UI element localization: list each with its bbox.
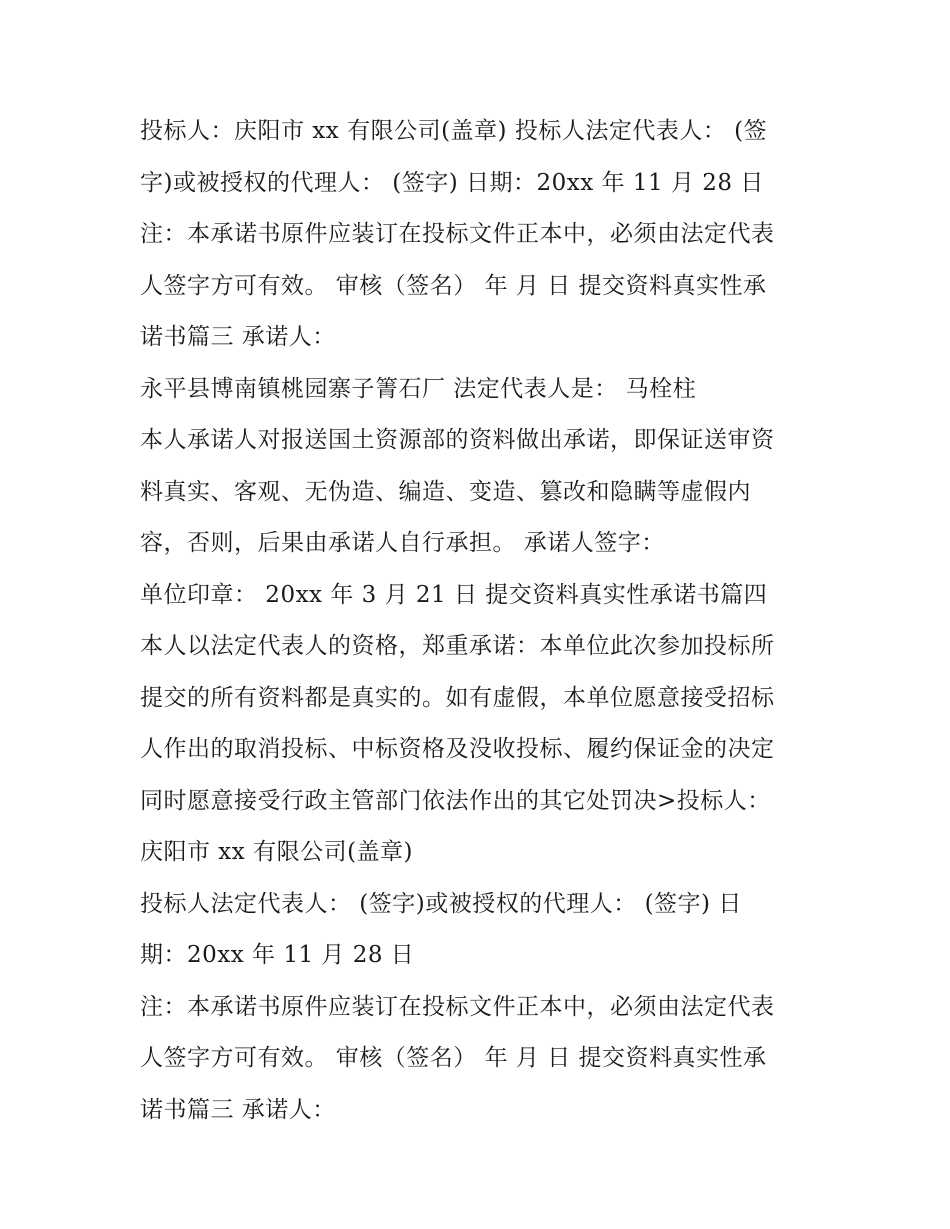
text-line: 同时愿意接受行政主管部门依法作出的其它处罚决>投标人： bbox=[140, 787, 771, 814]
document-body bbox=[140, 106, 820, 1136]
text-line: 提交的所有资料都是真实的。如有虚假，本单位愿意接受招标 bbox=[140, 684, 775, 711]
text-line: 注：本承诺书原件应装订在投标文件正本中，必须由法定代表 bbox=[140, 221, 775, 247]
text-line: 庆阳市 xx 有限公司(盖章) bbox=[140, 839, 414, 865]
text-line: 人签字方可有效。 审核（签名） 年 月 日 提交资料真实性承 bbox=[140, 1045, 767, 1071]
text-line: 投标人法定代表人： (签字)或被授权的代理人： (签字) 日 bbox=[140, 890, 742, 917]
text-line: 人签字方可有效。 审核（签名） 年 月 日 提交资料真实性承 bbox=[140, 272, 767, 299]
text-line: 人作出的取消投标、中标资格及没收投标、履约保证金的决定 bbox=[140, 736, 775, 762]
text-line: 字)或被授权的代理人： (签字) 日期：20xx 年 11 月 28 日 bbox=[140, 169, 764, 196]
text-line: 本人承诺人对报送国土资源部的资料做出承诺，即保证送审资 bbox=[140, 427, 775, 453]
text-line: 本人以法定代表人的资格，郑重承诺：本单位此次参加投标所 bbox=[140, 633, 775, 659]
text-line: 期：20xx 年 11 月 28 日 bbox=[140, 942, 415, 968]
text-line: 永平县博南镇桃园寨子箐石厂 法定代表人是： 马栓柱 bbox=[140, 375, 697, 402]
text-line: 投标人：庆阳市 xx 有限公司(盖章) 投标人法定代表人： (签 bbox=[140, 118, 768, 144]
text-line: 料真实、客观、无伪造、编造、变造、篡改和隐瞒等虚假内 bbox=[140, 478, 751, 505]
text-line: 容，否则，后果由承诺人自行承担。 承诺人签字： bbox=[140, 530, 665, 556]
text-line: 诺书篇三 承诺人： bbox=[140, 1096, 336, 1123]
text-line: 诺书篇三 承诺人： bbox=[140, 324, 336, 350]
text-line: 注：本承诺书原件应装订在投标文件正本中，必须由法定代表 bbox=[140, 993, 775, 1020]
text-line: 单位印章： 20xx 年 3 月 21 日 提交资料真实性承诺书篇四 bbox=[140, 581, 768, 608]
